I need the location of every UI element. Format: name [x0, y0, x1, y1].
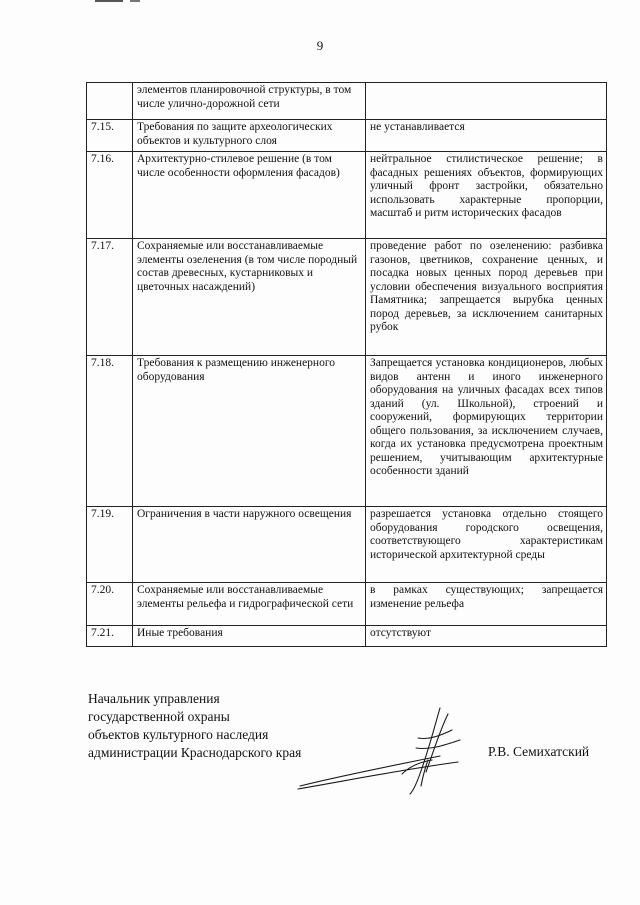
row-number: 7.18.: [87, 356, 133, 507]
signatory-line: Начальник управления: [88, 691, 220, 706]
row-number: [87, 83, 133, 120]
row-requirement: Сохраняемые или восстанавливаемые элементы озеленения (в том числе породный состав древесных, кустарниковых и цветочных насаждений): [133, 239, 366, 356]
row-requirement: элементов планировочной структуры, в том числе улично-дорожной сети: [133, 83, 366, 120]
requirements-table: [86, 82, 607, 647]
table-row: [87, 120, 607, 152]
row-value: нейтральное стилистическое решение; в фасадных решениях объектов, формирующих уличный фронт застройки, обязательно использовать характерные пропорции, масштаб и ритм исторических фасадов: [366, 152, 607, 239]
row-number: 7.20.: [87, 583, 133, 626]
table-row: [87, 507, 607, 583]
row-value: [366, 83, 607, 120]
row-value: не устанавливается: [366, 120, 607, 152]
table-row: [87, 239, 607, 356]
row-requirement: Требования к размещению инженерного оборудования: [133, 356, 366, 507]
row-value: разрешается установка отдельно стоящего оборудования городского освещения, соответствующего характеристикам исторической архитектурной среды: [366, 507, 607, 583]
page-number: 9: [316, 38, 324, 53]
signatory-title: [88, 690, 301, 762]
row-number: 7.19.: [87, 507, 133, 583]
table-row: [87, 626, 607, 647]
row-requirement: Ограничения в части наружного освещения: [133, 507, 366, 583]
signatory-line: объектов культурного наследия: [88, 727, 269, 742]
row-number: 7.21.: [87, 626, 133, 647]
table-row: [87, 583, 607, 626]
signatory-line: государственной охраны: [88, 709, 230, 724]
table-row: [87, 152, 607, 239]
row-requirement: Требования по защите археологических объектов и культурного слоя: [133, 120, 366, 152]
signatory-line: администрации Краснодарского края: [88, 745, 302, 760]
row-number: 7.15.: [87, 120, 133, 152]
row-value: отсутствуют: [366, 626, 607, 647]
row-requirement: Архитектурно-стилевое решение (в том числе особенности оформления фасадов): [133, 152, 366, 239]
scan-mark: [130, 0, 140, 2]
row-number: 7.16.: [87, 152, 133, 239]
row-value: проведение работ по озеленению: разбивка газонов, цветников, сохранение ценных, и посадка новых ценных пород деревьев при условии обеспечения визуального восприятия Памятника; запрещается вырубка ценных пород деревьев, за исключением санитарных рубок: [366, 239, 607, 356]
row-requirement: Сохраняемые или восстанавливаемые элементы рельефа и гидрографической сети: [133, 583, 366, 626]
row-number: 7.17.: [87, 239, 133, 356]
row-requirement: Иные требования: [133, 626, 366, 647]
row-value: Запрещается установка кондиционеров, любых видов антенн и иного инженерного оборудования на уличных фасадах всех типов зданий (ул. Школьной), строений и сооружений, формирующих территории общего пользования, за исключением случаев, когда их установка предусмотрена проектным решением, учитывающим архитектурные особенности зданий: [366, 356, 607, 507]
row-value: в рамках существующих; запрещается изменение рельефа: [366, 583, 607, 626]
signature-image: [290, 690, 470, 800]
signatory-name: Р.В. Семихатский: [488, 744, 590, 759]
table-row: [87, 356, 607, 507]
scan-mark: [95, 0, 123, 2]
table-row: [87, 83, 607, 120]
